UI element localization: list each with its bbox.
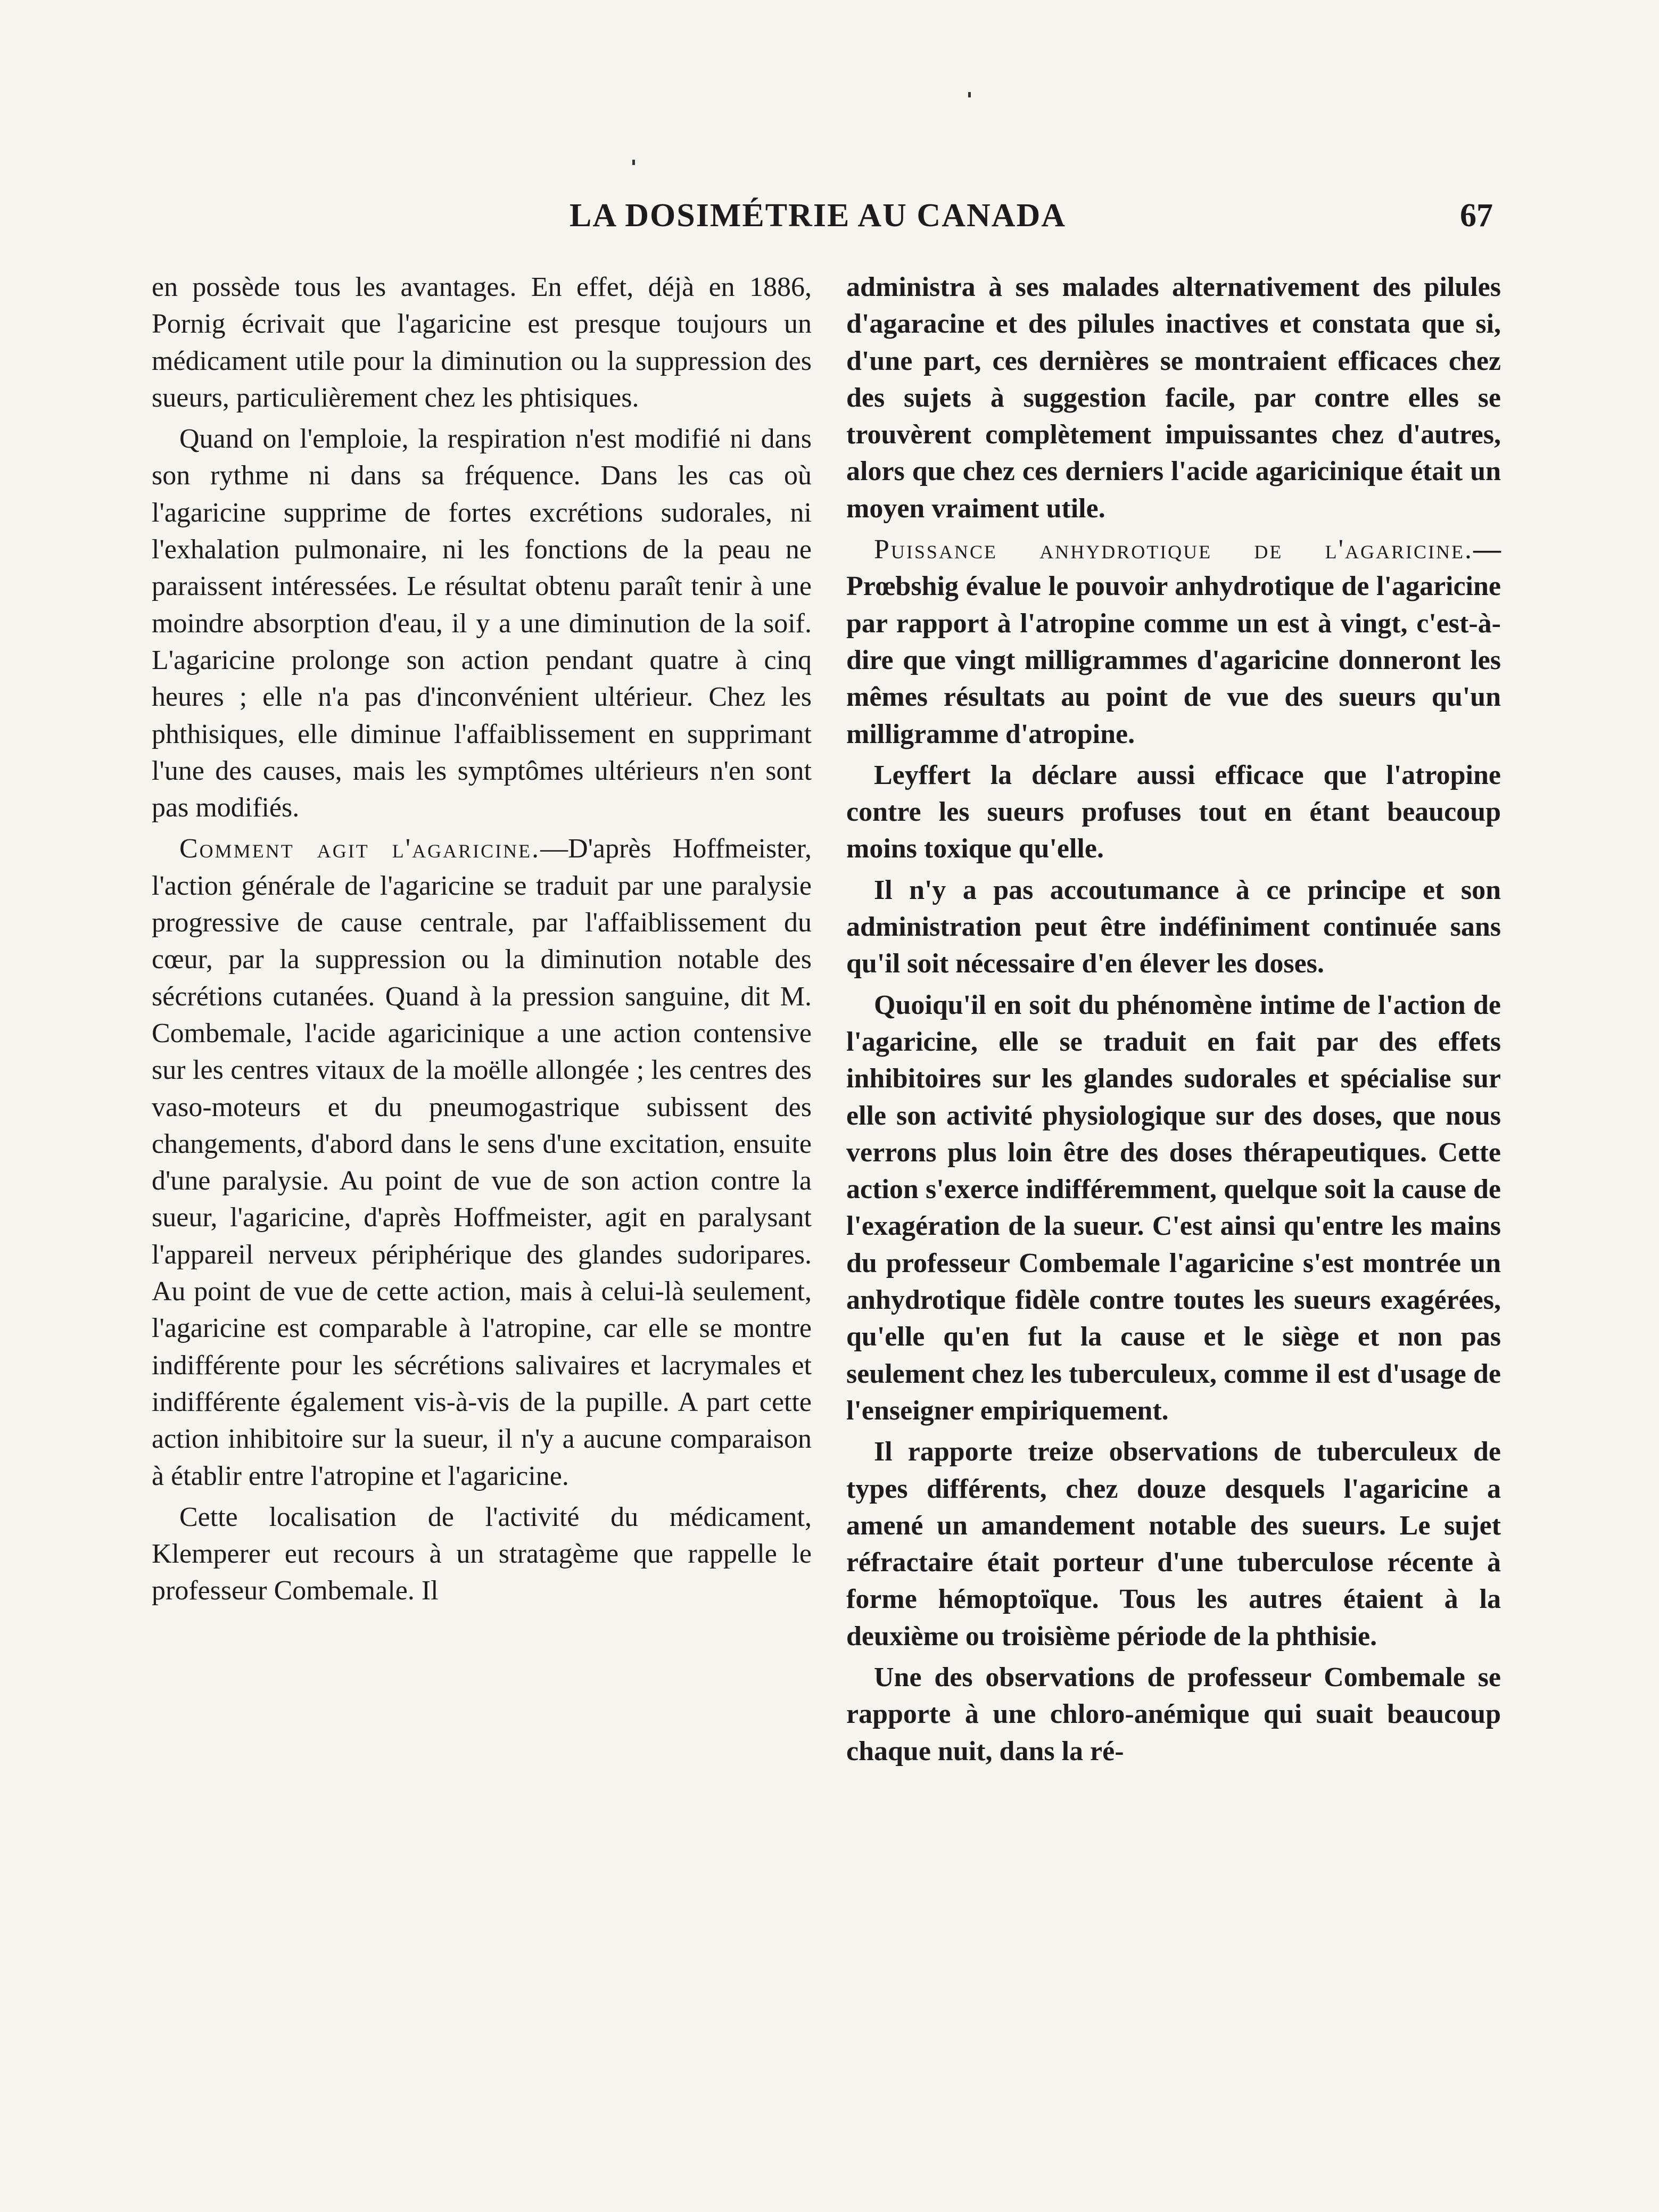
- page-number: 67: [1460, 197, 1493, 234]
- left-column: [152, 269, 812, 1610]
- left-paragraph-2: Quand on l'emploie, la respiration n'est modifié ni dans son rythme ni dans sa fréquence. Dans les cas où l'agaricine supprime de fortes excrétions sudorales, ni l'exhalation pulmonaire, ni les fonctions de la peau ne paraissent intéressées. Le résultat obtenu paraît tenir à une moindre absorption d'eau, il y a une diminution de la soif. L'agaricine prolonge son action pendant quatre à cinq heures ; elle n'a pas d'inconvénient ultérieur. Chez les phthisiques, elle diminue l'affaiblissement en supprimant l'une des causes, mais les symptômes ultérieurs n'en sont pas modifiés.: [152, 424, 812, 823]
- header-title: LA DOSIMÉTRIE AU CANADA: [569, 197, 1067, 234]
- right-column: [846, 269, 1501, 1770]
- right-paragraph-2-text: —Prœbshig évalue le pouvoir anhydrotique de l'agaricine par rapport à l'atropine comme un est à vingt, c'est-à-dire que vingt milligrammes d'agaricine donneront les mêmes résultats au point de vue des sueurs qu'un milligramme d'atropine.: [846, 534, 1501, 749]
- running-header: [152, 197, 1493, 240]
- right-paragraph-3: Leyffert la déclare aussi efficace que l'atropine contre les sueurs profuses tout en étant beaucoup moins toxique qu'elle.: [846, 760, 1501, 864]
- left-paragraph-4: Cette localisation de l'activité du médicament, Klemperer eut recours à un stratagème que rappelle le professeur Combemale. Il: [152, 1501, 812, 1606]
- top-printer-mark: [968, 92, 971, 97]
- section-heading-comment-agit: Comment agit l'agaricine.: [179, 833, 541, 864]
- right-paragraph-2: [846, 531, 1501, 753]
- left-paragraph-3: [152, 830, 812, 1494]
- header-printer-mark: [632, 160, 635, 165]
- left-paragraph-1: en possède tous les avantages. En effet, déjà en 1886, Pornig écrivait que l'agaricine est presque toujours un médicament utile pour la diminution ou la suppression des sueurs, particulièrement chez les phtisiques.: [152, 272, 812, 413]
- right-paragraph-7: Une des observations de professeur Combemale se rapporte à une chloro-anémique qui suait beaucoup chaque nuit, dans la ré-: [846, 1662, 1501, 1767]
- section-heading-puissance: Puissance anhydrotique de l'agaricine.: [874, 534, 1473, 565]
- right-paragraph-6: Il rapporte treize observations de tuberculeux de types différents, chez douze desquels l'agaricine a amené un amandement notable des sueurs. Le sujet réfractaire était porteur d'une tuberculose récente à forme hémoptoïque. Tous les autres étaient à la deuxième ou troisième période de la phthisie.: [846, 1437, 1501, 1652]
- right-paragraph-1: administra à ses malades alternativement des pilules d'agaracine et des pilules inactives et constata que si, d'une part, ces dernières se montraient efficaces chez des sujets à suggestion facile, par contre elles se trouvèrent complètement impuissantes chez d'autres, alors que chez ces derniers l'acide agaricinique était un moyen vraiment utile.: [846, 272, 1501, 524]
- right-paragraph-4: Il n'y a pas accoutumance à ce principe et son administration peut être indéfiniment continuée sans qu'il soit nécessaire d'en élever les doses.: [846, 874, 1501, 979]
- left-paragraph-3-text: —D'après Hoffmeister, l'action générale de l'agaricine se traduit par une paralysie progressive de cause centrale, par l'affaiblissement du cœur, par la suppression ou la diminution notable des sécrétions cutanées. Quand à la pression sanguine, dit M. Combemale, l'acide agaricinique a une action contensive sur les centres vitaux de la moëlle allongée ; les centres des vaso-moteurs et du pneumogastrique subissent des changements, d'abord dans le sens d'une excitation, ensuite d'une paralysie. Au point de vue de son action contre la sueur, l'agaricine, d'après Hoffmeister, agit en paralysant l'appareil nerveux périphérique des glandes sudoripares. Au point de vue de cette action, mais à celui-là seulement, l'agaricine est comparable à l'atropine, car elle se montre indifférente pour les sécrétions salivaires et lacrymales et indifférente également vis-à-vis de la pupille. A part cette action inhibitoire sur la sueur, il n'y a aucune comparaison à établir entre l'atropine et l'agaricine.: [152, 833, 812, 1491]
- right-paragraph-5: Quoiqu'il en soit du phénomène intime de l'action de l'agaricine, elle se traduit en fait par des effets inhibitoires sur les glandes sudorales et spécialise sur elle son activité physiologique sur des doses, que nous verrons plus loin être des doses thérapeutiques. Cette action s'exerce indifféremment, quelque soit la cause de l'exagération de la sueur. C'est ainsi qu'entre les mains du professeur Combemale l'agaricine s'est montrée un anhydrotique fidèle contre toutes les sueurs exagérées, qu'elle qu'en fut la cause et le siège et non pas seulement chez les tuberculeux, comme il est d'usage de l'enseigner empiriquement.: [846, 989, 1501, 1426]
